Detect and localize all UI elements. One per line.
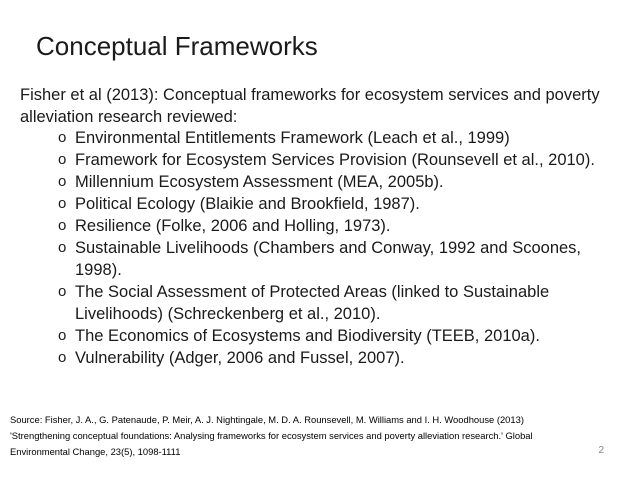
bullet-marker: o	[58, 349, 67, 366]
source-line: 'Strengthening conceptual foundations: Analysing frameworks for ecosystem services and poverty alleviation research.' Global	[10, 430, 533, 441]
list-item	[58, 127, 618, 149]
list-item-text: Political Ecology (Blaikie and Brookfield, 1987).	[75, 195, 420, 213]
list-item	[58, 325, 618, 347]
list-item	[58, 149, 618, 171]
list-item	[58, 171, 618, 193]
bullet-marker: o	[58, 195, 67, 212]
list-item-text: The Social Assessment of Protected Areas (linked to Sustainable Livelihoods) (Schreckenberg et al., 2010).	[75, 283, 550, 323]
intro-text: Fisher et al (2013): Conceptual frameworks for ecosystem services and poverty alleviation research reviewed:	[20, 86, 600, 126]
page-number: 2	[598, 445, 604, 456]
list-item-text: Sustainable Livelihoods (Chambers and Conway, 1992 and Scoones, 1998).	[75, 239, 582, 279]
bullet-marker: o	[58, 239, 67, 256]
framework-list	[58, 127, 618, 369]
bullet-marker: o	[58, 151, 67, 168]
list-item-text: Vulnerability (Adger, 2006 and Fussel, 2007).	[75, 349, 405, 367]
list-item	[58, 237, 618, 281]
list-item-text: Framework for Ecosystem Services Provision (Rounsevell et al., 2010).	[75, 151, 595, 169]
list-item-text: Environmental Entitlements Framework (Leach et al., 1999)	[75, 129, 510, 147]
bullet-marker: o	[58, 173, 67, 190]
source-line: Environmental Change, 23(5), 1098-1111	[10, 446, 181, 457]
bullet-marker: o	[58, 283, 67, 300]
list-item	[58, 193, 618, 215]
list-item-text: Millennium Ecosystem Assessment (MEA, 2005b).	[75, 173, 444, 191]
list-item	[58, 215, 618, 237]
list-item-text: The Economics of Ecosystems and Biodiversity (TEEB, 2010a).	[75, 327, 540, 345]
bullet-marker: o	[58, 217, 67, 234]
source-line: Source: Fisher, J. A., G. Patenaude, P. Meir, A. J. Nightingale, M. D. A. Rounsevell, M. Williams and I. H. Woodhouse (2013)	[10, 414, 524, 425]
source-citation	[10, 412, 580, 460]
list-item	[58, 281, 618, 325]
bullet-marker: o	[58, 327, 67, 344]
bullet-marker: o	[58, 129, 67, 146]
slide-title: Conceptual Frameworks	[36, 31, 318, 61]
list-item	[58, 347, 618, 369]
list-item-text: Resilience (Folke, 2006 and Holling, 1973).	[75, 217, 391, 235]
